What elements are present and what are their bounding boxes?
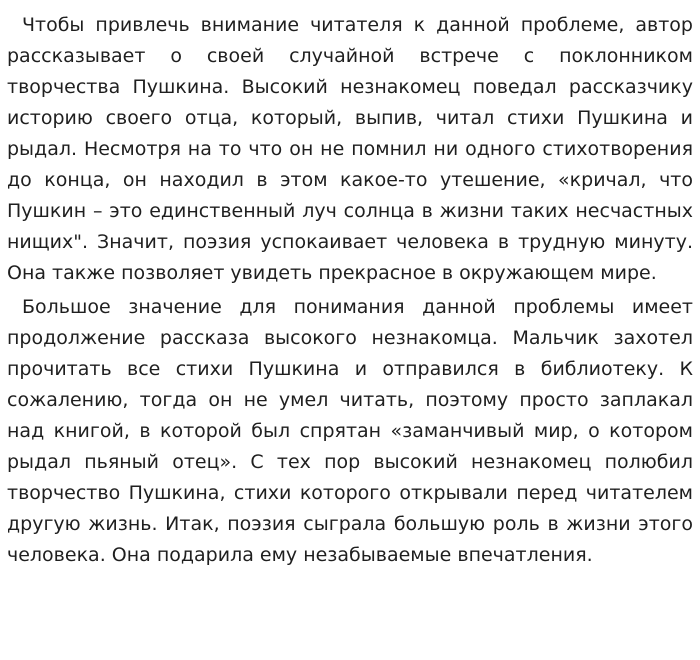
paragraph-2: Большое значение для понимания данной проблемы имеет продолжение рассказа высокого незнакомца. Мальчик захотел прочитать все стихи Пушкина и отправился в библиотеку. К сожалению, тогда он не умел читать, поэтому просто заплакал над книгой, в которой был спрятан «заманчивый мир, о котором рыдал пьяный отец». С тех пор высокий незнакомец полюбил творчество Пушкина, стихи которого открывали перед читателем другую жизнь. Итак, поэзия сыграла большую роль в жизни этого человека. Она подарила ему незабываемые впечатления.	[7, 296, 693, 566]
paragraph-1: Чтобы привлечь внимание читателя к данной проблеме, автор рассказывает о своей случайной встрече с поклонником творчества Пушкина. Высокий незнакомец поведал рассказчику историю своего отца, который, выпив, читал стихи Пушкина и рыдал. Несмотря на то что он не помнил ни одного стихотворения до конца, он находил в этом какое-то утешение, «кричал, что Пушкин – это единственный луч солнца в жизни таких несчастных нищих". Значит, поэзия успокаивает человека в трудную минуту. Она также позволяет увидеть прекрасное в окружающем мире.	[7, 14, 693, 284]
